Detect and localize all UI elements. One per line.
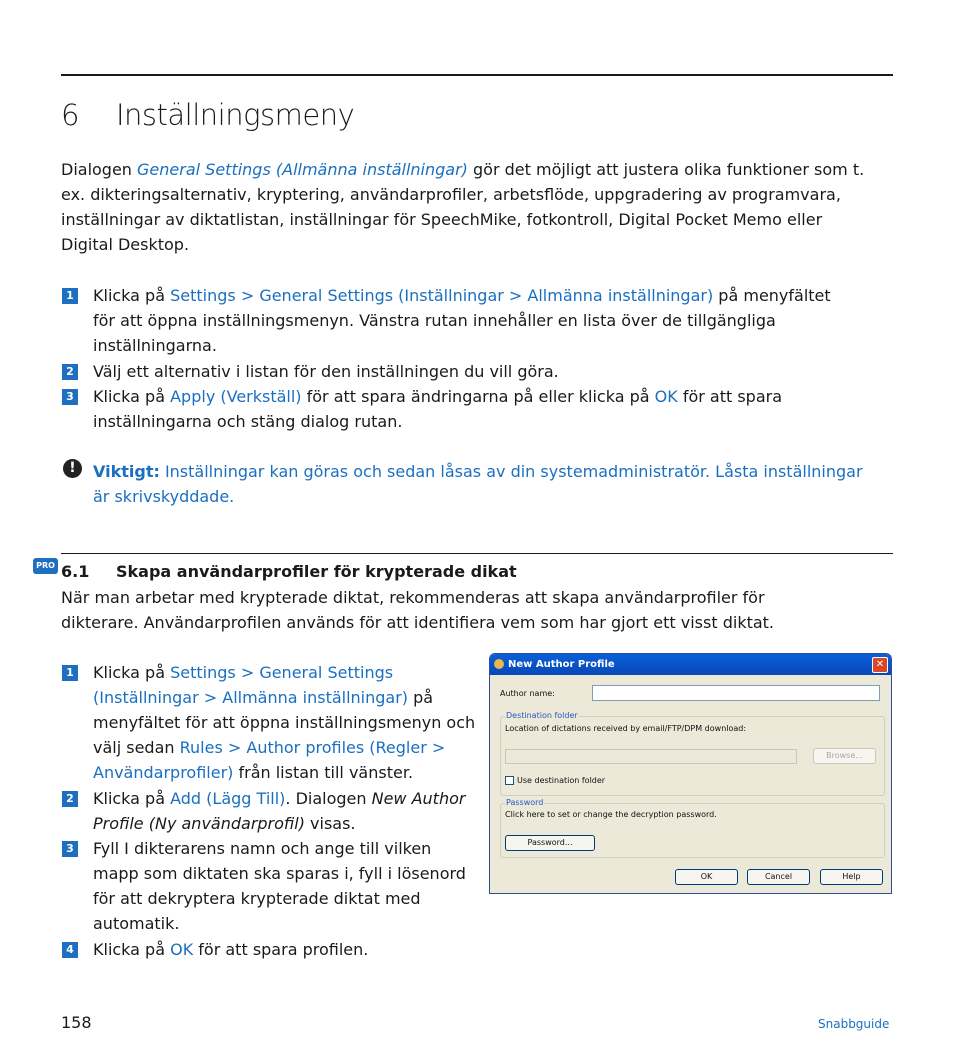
step-4 xyxy=(93,937,488,962)
step-number-badge: 3 xyxy=(62,389,78,405)
general-settings-link: General Settings (Allmänna inställningar) xyxy=(137,160,468,179)
close-icon[interactable]: ✕ xyxy=(872,657,888,673)
step-text: för att spara xyxy=(677,387,783,406)
intro-text: inställningar av diktatlistan, inställningar för SpeechMike, fotkontroll, Digital Pocket Memo eller xyxy=(61,210,823,229)
step-number-badge: 4 xyxy=(62,942,78,958)
step-number-badge: 3 xyxy=(62,841,78,857)
password-group-label: Password xyxy=(506,798,544,807)
dialog-title: New Author Profile xyxy=(508,659,615,670)
add-link: Add (Lägg Till) xyxy=(170,789,286,808)
section-title: Skapa användarprofiler för krypterade dikat xyxy=(116,562,517,581)
important-label: Viktigt: xyxy=(93,462,160,481)
author-name-label: Author name: xyxy=(500,689,555,698)
pro-badge: PRO xyxy=(33,558,58,574)
important-text: Inställningar kan göras och sedan låsas av din systemadministratör. Låsta inställningar xyxy=(159,462,863,481)
password-button[interactable]: Password... xyxy=(505,835,595,851)
important-note xyxy=(93,459,898,509)
step-text: Klicka på xyxy=(93,789,171,808)
step-text: för att dekryptera krypterade diktat med xyxy=(93,889,421,908)
destination-folder-input[interactable] xyxy=(505,749,797,764)
step-text: Fyll I dikterarens namn och ange till vilken xyxy=(93,839,432,858)
intro-text: ex. dikteringsalternativ, kryptering, användarprofiler, arbetsflöde, uppgradering av programvara, xyxy=(61,185,841,204)
step-text: inställningarna och stäng dialog rutan. xyxy=(93,412,403,431)
menu-path: Settings > General Settings xyxy=(170,663,394,682)
intro-text: Digital Desktop. xyxy=(61,235,190,254)
step-text: menyfältet för att öppna inställningsmenyn och xyxy=(93,713,476,732)
use-destination-label: Use destination folder xyxy=(517,776,606,785)
destination-group-label: Destination folder xyxy=(506,711,578,720)
use-destination-checkbox[interactable] xyxy=(505,776,514,785)
page-number: 158 xyxy=(61,1013,92,1032)
password-desc: Click here to set or change the decryption password. xyxy=(505,810,717,819)
menu-path: (Inställningar > Allmänna inställningar) xyxy=(93,688,409,707)
step-text: Klicka på xyxy=(93,286,171,305)
step-text: mapp som diktaten ska sparas i, fyll i lösenord xyxy=(93,864,466,883)
step-text: Klicka på xyxy=(93,940,171,959)
step-text: på menyfältet xyxy=(713,286,831,305)
step-text: Välj ett alternativ i listan för den inställningen du vill göra. xyxy=(93,362,559,381)
step-text: från listan till vänster. xyxy=(233,763,414,782)
ok-link: OK xyxy=(654,387,678,406)
section-text: dikterare. Användarprofilen används för att identifiera vem som har gjort ett visst diktat. xyxy=(61,613,775,632)
top-rule xyxy=(61,74,893,76)
step-text: visas. xyxy=(304,814,356,833)
help-button[interactable]: Help xyxy=(820,869,883,885)
menu-path: Användarprofiler) xyxy=(93,763,234,782)
step-text: Klicka på xyxy=(93,387,171,406)
step-1 xyxy=(93,660,488,785)
menu-path: Rules > Author profiles (Regler > xyxy=(179,738,446,757)
ok-link: OK xyxy=(170,940,194,959)
section-rule xyxy=(61,553,893,554)
step-text: Klicka på xyxy=(93,663,171,682)
section-text: När man arbetar med krypterade diktat, rekommenderas att skapa användarprofiler för xyxy=(61,588,765,607)
step-number-badge: 2 xyxy=(62,791,78,807)
exclamation-icon: ! xyxy=(63,459,82,478)
cancel-button[interactable]: Cancel xyxy=(747,869,810,885)
step-3 xyxy=(93,384,893,434)
intro-text: gör det möjligt att justera olika funktioner som t. xyxy=(467,160,865,179)
step-text: automatik. xyxy=(93,914,180,933)
step-number-badge: 1 xyxy=(62,665,78,681)
app-icon xyxy=(494,659,504,669)
dialog-titlebar xyxy=(490,654,891,675)
author-name-input[interactable] xyxy=(592,685,880,701)
footer-guide-name: Snabbguide xyxy=(818,1017,890,1031)
section-number: 6.1 xyxy=(61,562,90,581)
step-text: på xyxy=(408,688,434,707)
chapter-title: Inställningsmeny xyxy=(116,98,355,132)
step-2 xyxy=(93,786,488,836)
intro-paragraph xyxy=(61,157,896,257)
step-number-badge: 1 xyxy=(62,288,78,304)
dialog-name: New Author xyxy=(371,789,466,808)
destination-desc: Location of dictations received by email/FTP/DPM download: xyxy=(505,724,747,733)
browse-button[interactable]: Browse... xyxy=(813,748,876,764)
step-text: inställningarna. xyxy=(93,336,217,355)
step-1 xyxy=(93,283,893,358)
step-text: för att spara ändringarna på eller klicka på xyxy=(301,387,655,406)
step-text: . Dialogen xyxy=(285,789,372,808)
ok-button[interactable]: OK xyxy=(675,869,738,885)
apply-link: Apply (Verkställ) xyxy=(170,387,302,406)
dialog-name: Profile (Ny användarprofil) xyxy=(93,814,305,833)
menu-path: Settings > General Settings (Inställningar > Allmänna inställningar) xyxy=(170,286,714,305)
step-number-badge: 2 xyxy=(62,364,78,380)
step-3 xyxy=(93,836,488,936)
step-text: för att spara profilen. xyxy=(193,940,369,959)
step-text: för att öppna inställningsmenyn. Vänstra rutan innehåller en lista över de tillgängliga xyxy=(93,311,776,330)
important-text: är skrivskyddade. xyxy=(93,487,235,506)
intro-text: Dialogen xyxy=(61,160,138,179)
step-text: välj sedan xyxy=(93,738,180,757)
section-paragraph xyxy=(61,585,891,635)
chapter-number: 6 xyxy=(61,98,79,132)
new-author-profile-dialog xyxy=(489,653,892,894)
step-2 xyxy=(93,359,893,384)
